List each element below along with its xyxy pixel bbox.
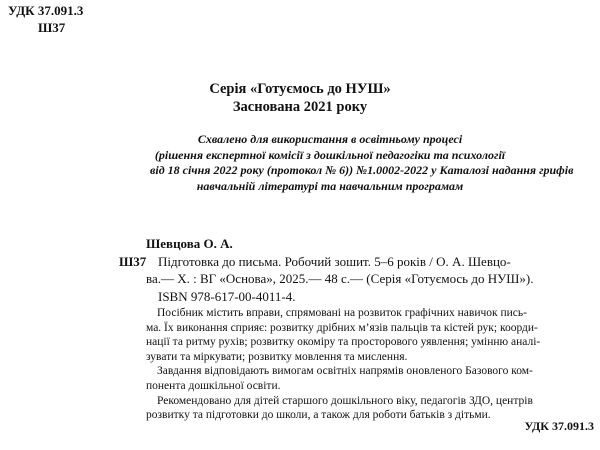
book-description-continued: ва.— Х. : ВГ «Основа», 2025.— 48 с.— (Серія «Готуємось до НУШ»). [146,271,534,286]
approval-line: навчальній літературі та навчальним програмам [196,178,464,193]
annotation-line: розвитку та підготовки до школи, а також для роботи батьків з дітьми. [146,409,491,422]
annotation-line: понента дошкільної освіти. [146,379,281,392]
author-code-inline: Ш37 [119,254,147,269]
series-founded: Заснована 2021 року [232,99,368,115]
approval-line: Схвалено для використання в освітньому процесі [197,132,463,146]
annotation-line: Завдання відповідають вимогам освітніх напрямів оновленого Базового ком- [157,365,533,378]
approval-line: (рішення експертної комісії з дошкільної педагогіки та психології [154,147,506,162]
isbn: ISBN 978-617-00-4011-4. [158,288,296,304]
author-name: Шевцова О. А. [146,236,233,251]
book-description: Підготовка до письма. Робочий зошит. 5–6 років / О. А. Шевцо- [158,253,511,269]
annotation-line: Посібник містить вправи, спрямовані на розвиток графічних навичок пись- [157,307,527,319]
bibliographic-record [146,235,596,305]
annotation-line: зувати та міркувати; розвитку мовлення та мислення. [146,350,408,363]
approval-notice [150,132,574,194]
udk-footer: УДК 37.091.3 [524,419,594,433]
author-code-header: Ш37 [38,20,66,35]
udk-header: УДК 37.091.3 [8,3,84,18]
annotation-line: ма. Їх виконання сприяє: розвитку дрібних м’язів пальців та кістей рук; коорди- [146,321,538,334]
annotation-line: Рекомендовано для дітей старшого дошкільного віку, педагогів ЗДО, центрів [157,394,533,407]
annotation [146,306,596,423]
approval-line: від 18 січня 2022 року (протокол № 6)) №1.0002-2022 у Каталозі надання грифів [150,163,574,177]
series-title: Серія «Готуємось до НУШ» [209,81,391,97]
annotation-line: нації та ритму рухів; розвитку окоміру та просторового уявлення; умінню аналі- [146,336,541,349]
